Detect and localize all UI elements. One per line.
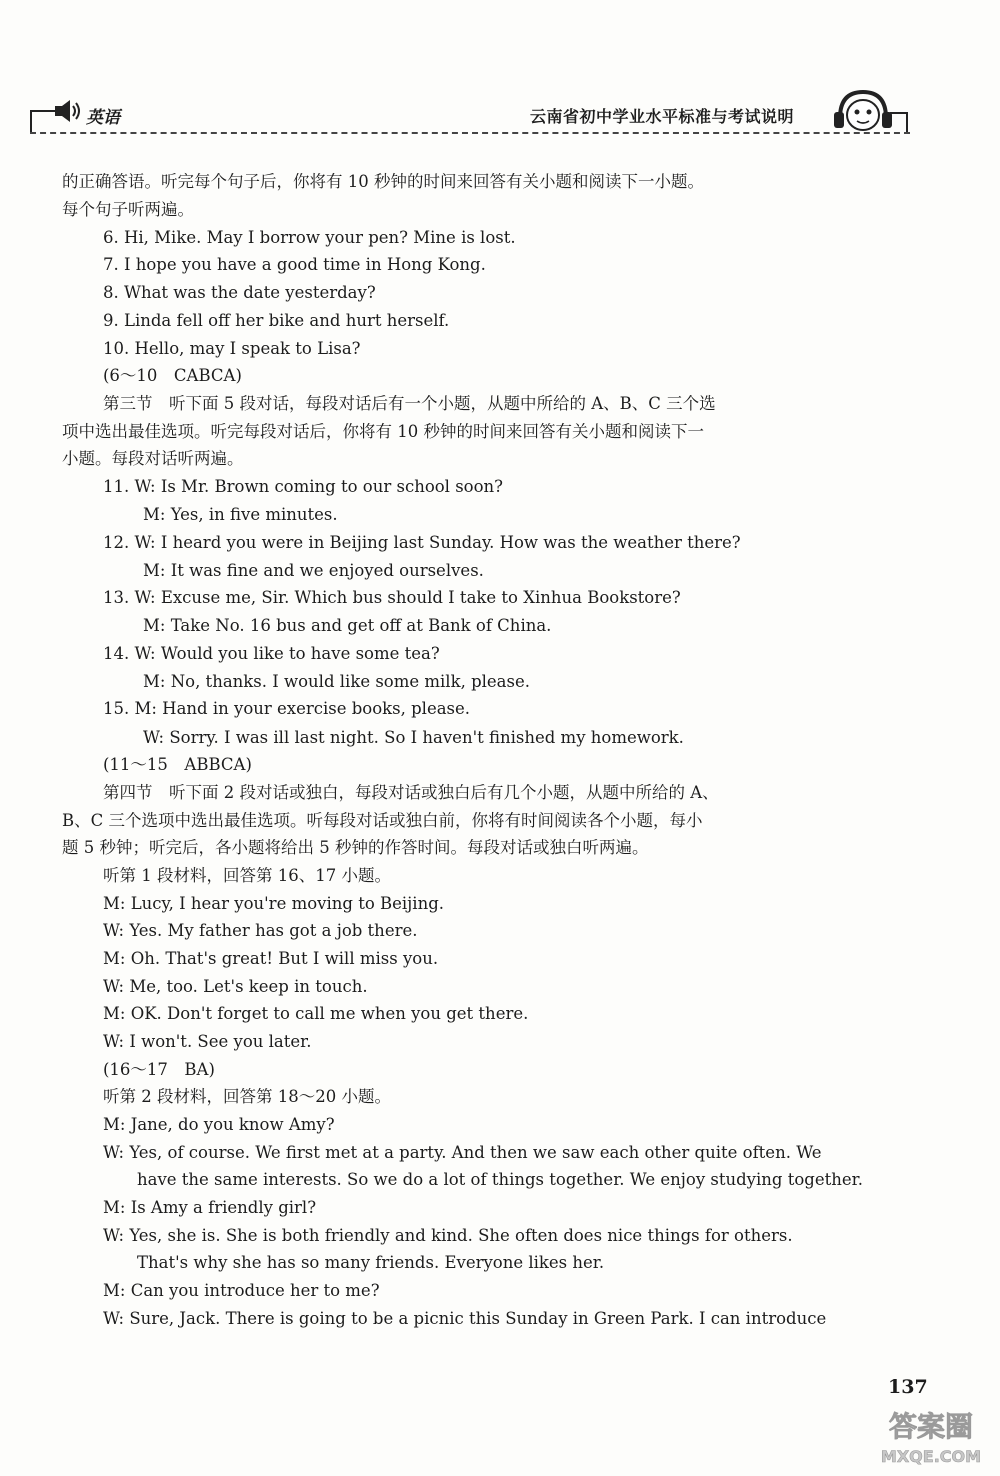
section-heading: 第三节 听下面 5 段对话，每段对话后有一个小题，从题中所给的 A、B、C 三个选	[103, 394, 716, 413]
text-line: B、C 三个选项中选出最佳选项。听每段对话或独白前，你将有时间阅读各个小题，每小	[62, 811, 703, 830]
header-rule-right	[906, 112, 908, 134]
dialogue-line: 11. W: Is Mr. Brown coming to our school soon?	[103, 477, 504, 496]
text-line: 的正确答语。听完每个句子后，你将有 10 秒钟的时间来回答有关小题和阅读下一小题。	[62, 172, 704, 191]
text-line: 小题。每段对话听两遍。	[62, 449, 244, 468]
text-line: 每个句子听两遍。	[62, 200, 194, 219]
text-line: 题 5 秒钟；听完后，各小题将给出 5 秒钟的作答时间。每段对话或独白听两遍。	[62, 838, 649, 857]
dialogue-line: M: Oh. That's great! But I will miss you.	[103, 949, 439, 968]
text-line: 10. Hello, may I speak to Lisa?	[103, 339, 361, 358]
header-rule-left-vertical	[30, 110, 32, 132]
dialogue-line: 13. W: Excuse me, Sir. Which bus should I take to Xinhua Bookstore?	[103, 588, 681, 607]
dialogue-line: W: Sure, Jack. There is going to be a picnic this Sunday in Green Park. I can introduce	[103, 1309, 827, 1328]
dialogue-line: W: Yes, she is. She is both friendly and kind. She often does nice things for others.	[103, 1226, 793, 1245]
page-number: 137	[888, 1376, 928, 1398]
headphone-icon	[832, 88, 894, 134]
dialogue-line: M: Yes, in five minutes.	[143, 505, 338, 524]
watermark-bottom-text: MXQE.COM	[880, 1447, 982, 1466]
dialogue-line: M: Lucy, I hear you're moving to Beijing.	[103, 894, 444, 913]
text-line: 7. I hope you have a good time in Hong Kong.	[103, 255, 486, 274]
dialogue-line: W: Yes, of course. We first met at a party. And then we saw each other quite often. We	[103, 1143, 822, 1162]
answer-key: (6～10 CABCA)	[103, 366, 242, 385]
watermark-top-text: 答案圈	[888, 1410, 974, 1443]
dialogue-line: W: Yes. My father has got a job there.	[103, 921, 418, 940]
speaker-icon	[52, 96, 82, 126]
text-line: 听第 1 段材料，回答第 16、17 小题。	[103, 866, 391, 885]
text-line: 项中选出最佳选项。听完每段对话后，你将有 10 秒钟的时间来回答有关小题和阅读下一	[62, 422, 704, 441]
text-line: 6. Hi, Mike. May I borrow your pen? Mine is lost.	[103, 228, 516, 247]
dialogue-line: M: Is Amy a friendly girl?	[103, 1198, 317, 1217]
header-book-title: 云南省初中学业水平标准与考试说明	[530, 107, 795, 126]
header-rule-right-horizontal	[890, 112, 908, 114]
dialogue-line: W: I won't. See you later.	[103, 1032, 312, 1051]
dialogue-line: M: It was fine and we enjoyed ourselves.	[143, 561, 484, 580]
text-line: 9. Linda fell off her bike and hurt herself.	[103, 311, 450, 330]
answer-key: (11～15 ABBCA)	[103, 755, 252, 774]
section-heading: 第四节 听下面 2 段对话或独白，每段对话或独白后有几个小题，从题中所给的 A、	[103, 783, 719, 802]
dialogue-line: 15. M: Hand in your exercise books, please.	[103, 699, 471, 718]
text-line: 听第 2 段材料，回答第 18～20 小题。	[103, 1087, 391, 1106]
header-dashed-rule	[30, 132, 910, 134]
dialogue-line: M: OK. Don't forget to call me when you get there.	[103, 1004, 529, 1023]
dialogue-line: 12. W: I heard you were in Beijing last Sunday. How was the weather there?	[103, 533, 741, 552]
dialogue-line: That's why she has so many friends. Everyone likes her.	[137, 1253, 605, 1272]
dialogue-line: M: Jane, do you know Amy?	[103, 1115, 335, 1134]
dialogue-line: W: Me, too. Let's keep in touch.	[103, 977, 368, 996]
text-line: 8. What was the date yesterday?	[103, 283, 376, 302]
header-subject: 英语	[86, 108, 120, 128]
page-header	[0, 0, 1000, 150]
dialogue-line: W: Sorry. I was ill last night. So I haven't finished my homework.	[143, 728, 684, 747]
dialogue-line: M: No, thanks. I would like some milk, please.	[143, 672, 530, 691]
watermark-logo	[876, 1400, 986, 1468]
answer-key: (16～17 BA)	[103, 1060, 215, 1079]
dialogue-line: have the same interests. So we do a lot of things together. We enjoy studying together.	[137, 1170, 863, 1189]
dialogue-line: M: Take No. 16 bus and get off at Bank of China.	[143, 616, 552, 635]
dialogue-line: M: Can you introduce her to me?	[103, 1281, 380, 1300]
dialogue-line: 14. W: Would you like to have some tea?	[103, 644, 440, 663]
